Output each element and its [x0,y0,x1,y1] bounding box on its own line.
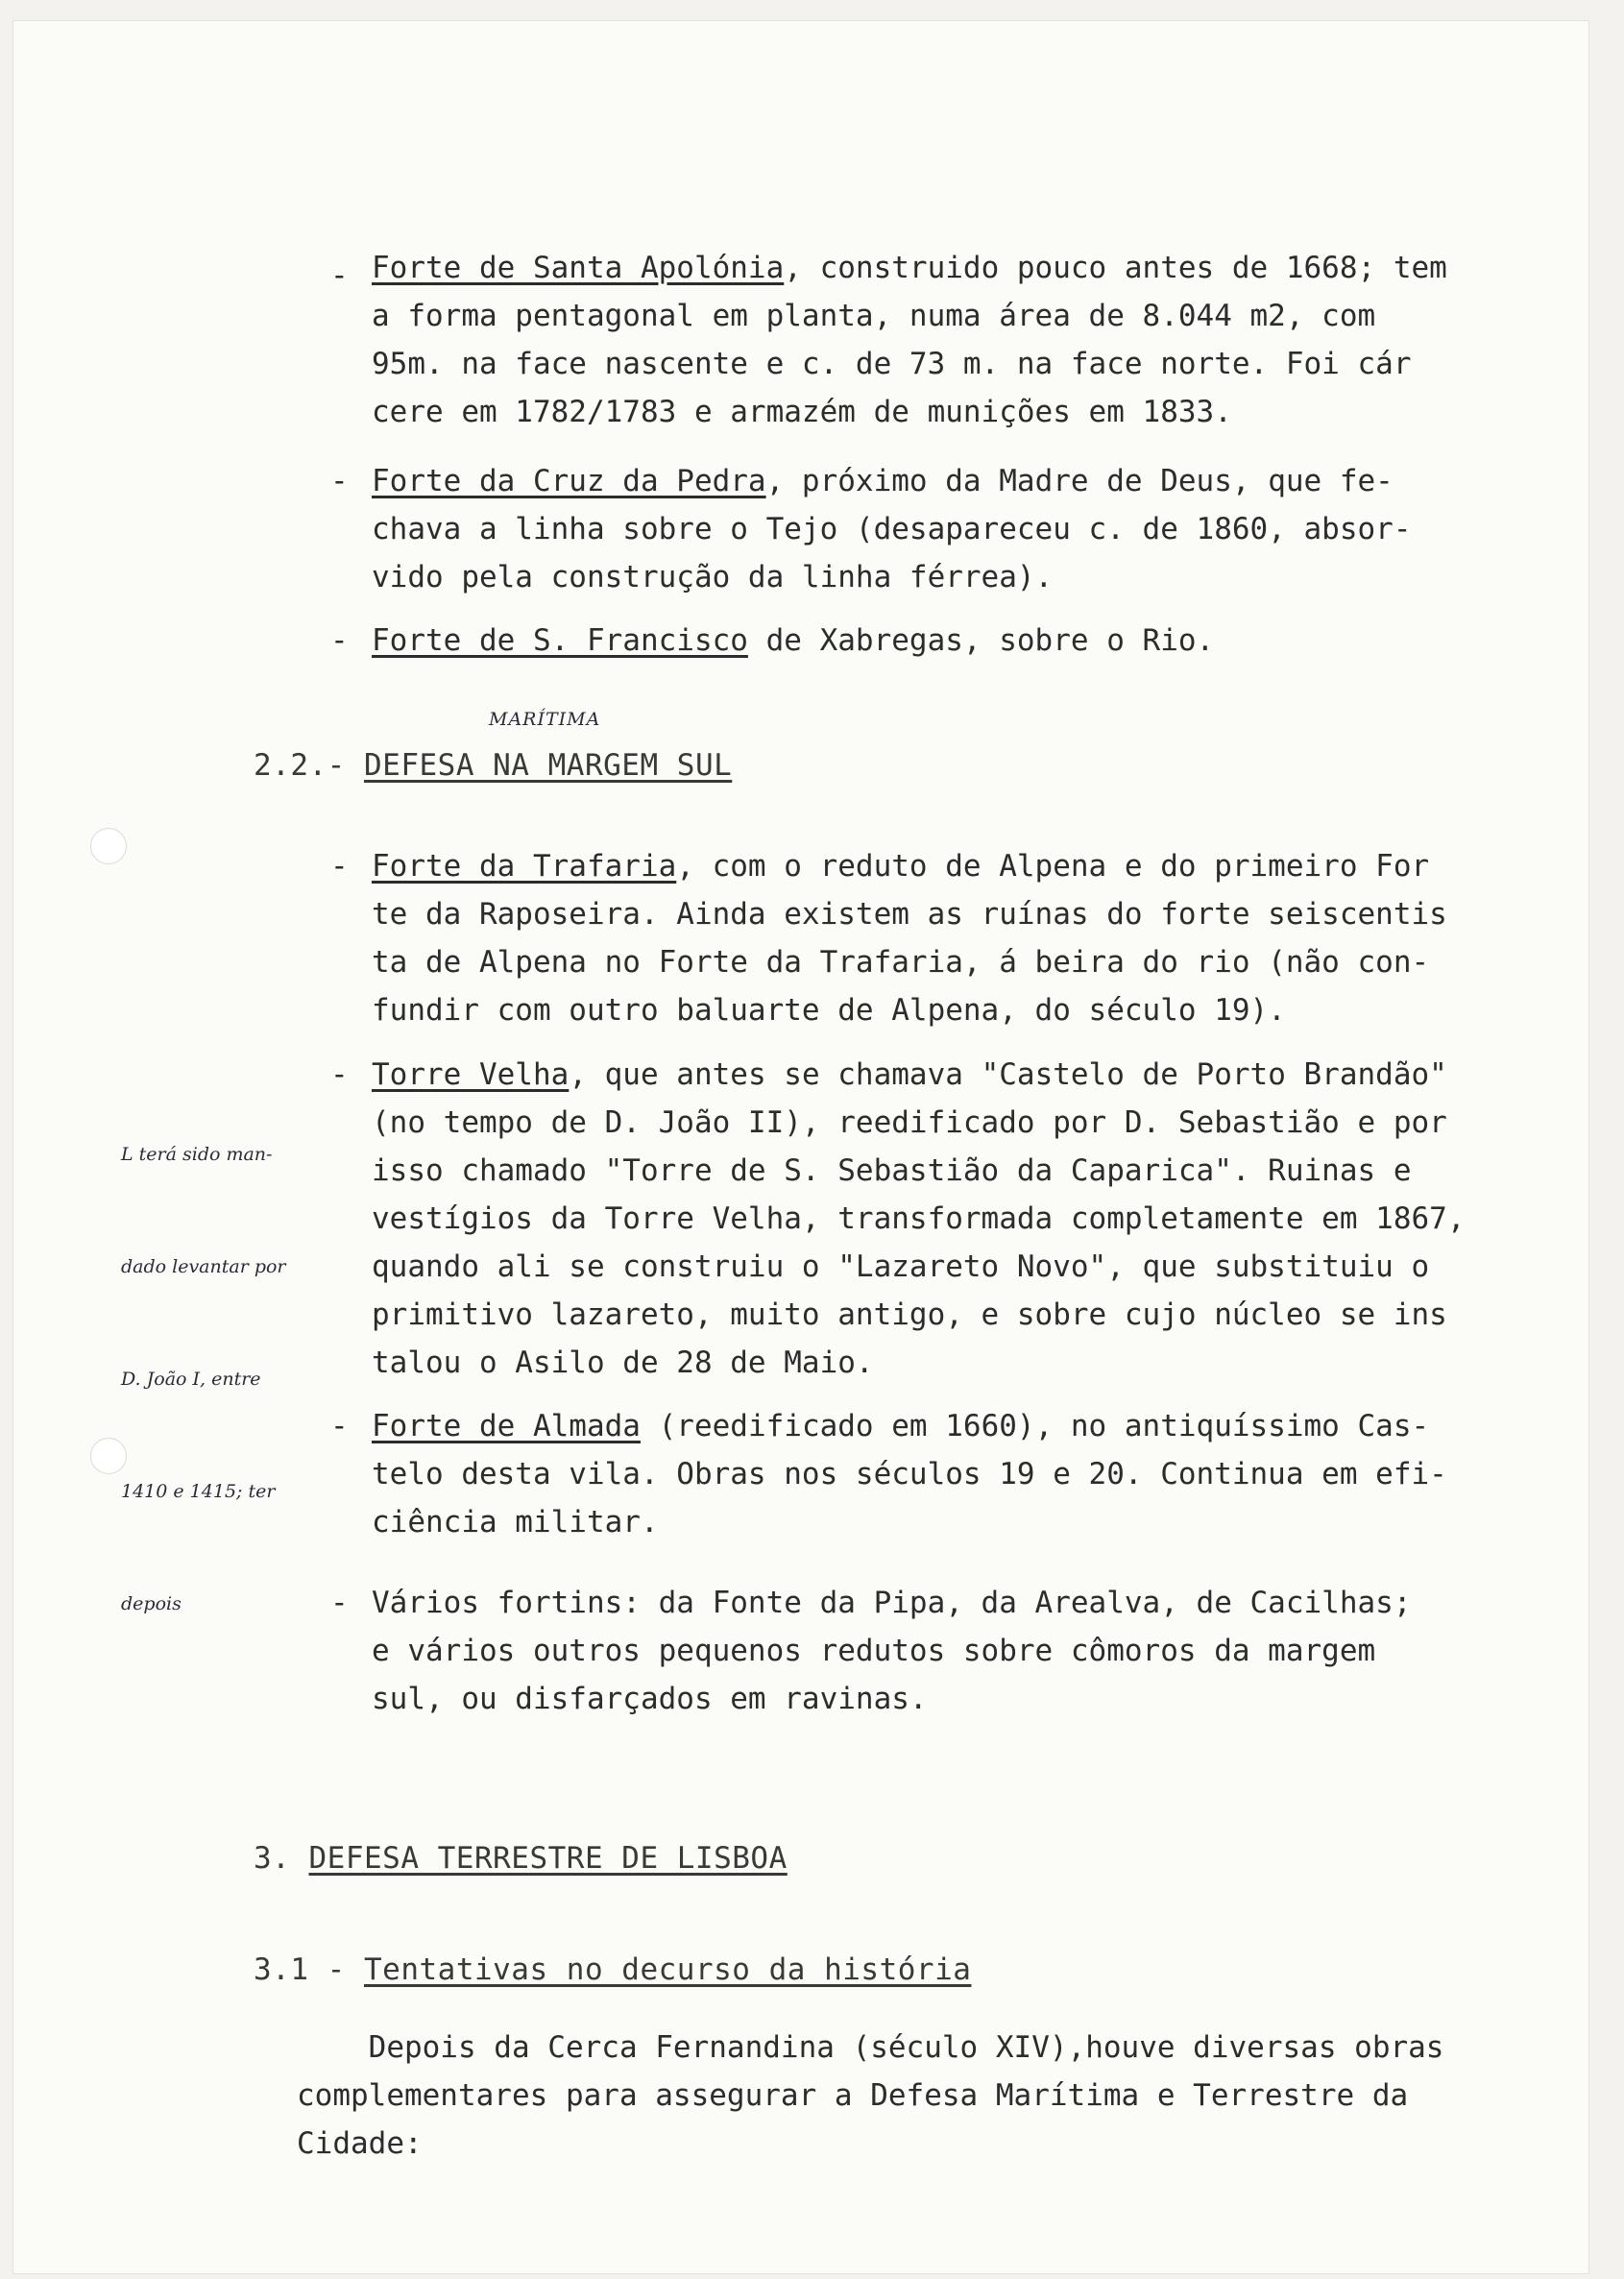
section-heading [254,1834,788,1882]
text-line [372,1147,1412,1195]
line-text: a forma pentagonal em planta, numa área de 8.044 m2, com [372,299,1376,333]
text-line [372,938,1429,986]
fort-name: Torre Velha [372,1057,570,1092]
text-line [372,1450,1447,1498]
line-text: fundir com outro baluarte de Alpena, do século 19). [372,993,1286,1028]
paragraph-line: complementares para assegurar a Defesa Marítima e Terrestre da [297,2078,1409,2113]
fort-name: Forte da Trafaria [372,849,677,884]
line-text: primitivo lazareto, muito antigo, e sobre cujo núcleo se ins [372,1297,1447,1332]
text-line [372,1675,928,1723]
text-line [372,1195,1465,1243]
text-line [372,1402,1429,1450]
subsection-heading [254,1946,971,1994]
text-line [372,1627,1375,1675]
heading-number: 2.2.- [254,748,346,783]
fort-name: Forte de Almada [372,1409,641,1443]
heading-label: DEFESA NA MARGEM SUL [364,748,733,783]
fort-name: Forte de Santa Apolónia [372,251,785,285]
binder-hole-top [90,828,127,864]
note-line: dado levantar por [121,1256,286,1277]
bullet-marker: - [330,623,349,658]
text-line [372,1339,874,1387]
text-line [372,340,1412,388]
bullet-marker: - [330,464,349,498]
text-line [372,553,1053,601]
fort-name: Forte de S. Francisco [372,623,748,658]
bullet-marker: - [330,1057,349,1092]
bullet-marker: - [330,258,349,293]
line-text: sul, ou disfarçados em ravinas. [372,1682,928,1716]
text-line [372,1099,1447,1147]
line-text: vestígios da Torre Velha, transformada completamente em 1867, [372,1201,1466,1236]
text-line [372,1243,1429,1291]
handwritten-margin-note [121,1061,286,1698]
heading-label: DEFESA TERRESTRE DE LISBOA [308,1841,788,1876]
line-text: ta de Alpena no Forte da Trafaria, á beira do rio (não con- [372,945,1430,980]
paragraph-line: Depois da Cerca Fernandina (século XIV),houve diversas obras [297,2030,1444,2065]
text-line [372,890,1447,938]
section-heading [254,741,732,789]
note-line: L terá sido man- [121,1144,273,1165]
text-line [372,505,1412,553]
line-text: isso chamado "Torre de S. Sebastião da Caparica". Ruinas e [372,1153,1412,1188]
text-line [372,1579,1412,1627]
bullet-marker: - [330,849,349,884]
note-line: D. João I, entre [121,1369,261,1390]
line-text: telo desta vila. Obras nos séculos 19 e 20. Continua em efi- [372,1457,1447,1491]
line-text: Vários fortins: da Fonte da Pipa, da Arealva, de Cacilhas; [372,1586,1412,1620]
line-text: e vários outros pequenos redutos sobre cômoros da margem [372,1634,1376,1668]
line-text: talou o Asilo de 28 de Maio. [372,1346,874,1380]
line-text: cere em 1782/1783 e armazém de munições em 1833. [372,395,1232,429]
line-text: (reedificado em 1660), no antiquíssimo Cas- [640,1409,1430,1443]
text-line [372,388,1232,436]
document-page [13,21,1588,2273]
heading-number: 3. [254,1841,291,1876]
heading-label: Tentativas no decurso da história [364,1952,972,1987]
line-text: , próximo da Madre de Deus, que fe- [765,464,1394,498]
paragraph-line: Cidade: [297,2126,423,2161]
text-line [372,244,1447,292]
line-text: 95m. na face nascente e c. de 73 m. na face norte. Foi cár [372,347,1412,381]
heading-number: 3.1 - [254,1952,346,1987]
line-text: , construido pouco antes de 1668; tem [784,251,1447,285]
text-line [372,1051,1447,1099]
line-text: , que antes se chamava "Castelo de Porto Brandão" [569,1057,1447,1092]
text-line [372,842,1429,890]
bullet-marker: - [330,1409,349,1443]
text-line [372,1498,659,1546]
text-line [372,986,1286,1034]
line-text: ciência militar. [372,1505,659,1540]
line-text: , com o reduto de Alpena e do primeiro For [676,849,1430,884]
text-line [372,292,1375,340]
text-line [372,617,1214,665]
line-text: (no tempo de D. João II), reedificado por D. Sebastião e por [372,1105,1447,1140]
line-text: vido pela construção da linha férrea). [372,560,1054,594]
note-line: depois [121,1593,182,1614]
bullet-marker: - [330,1586,349,1620]
handwritten-insertion: MARÍTIMA [489,709,601,730]
line-text: te da Raposeira. Ainda existem as ruínas do forte seiscentis [372,897,1447,932]
fort-name: Forte da Cruz da Pedra [372,464,766,498]
text-line [372,1291,1447,1339]
line-text: de Xabregas, sobre o Rio. [747,623,1215,658]
text-line [372,457,1394,505]
line-text: quando ali se construiu o "Lazareto Novo", que substituiu o [372,1249,1430,1284]
note-line: 1410 e 1415; ter [121,1481,276,1502]
line-text: chava a linha sobre o Tejo (desapareceu c. de 1860, absor- [372,512,1412,546]
